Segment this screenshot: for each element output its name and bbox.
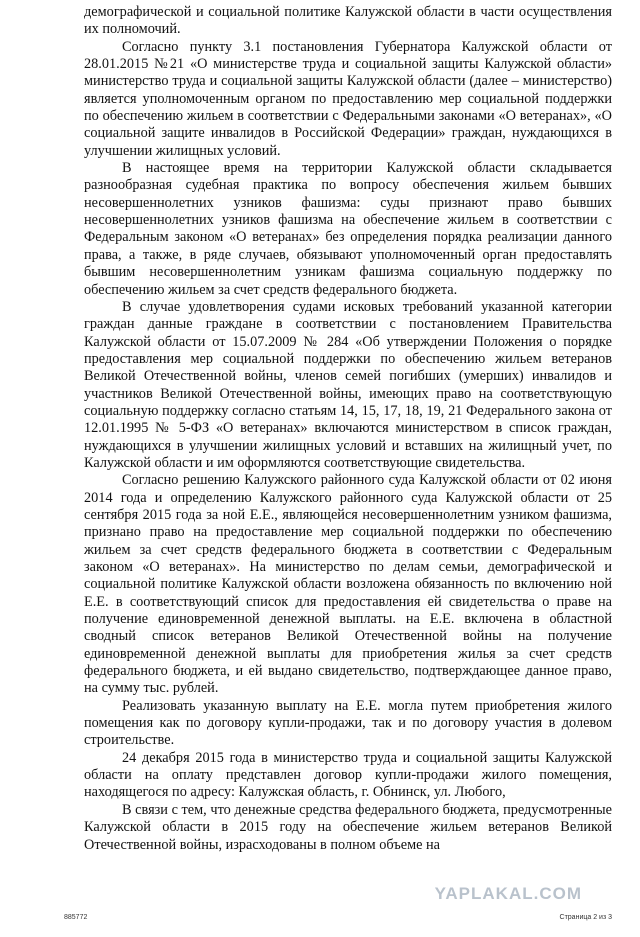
paragraph-7: 24 декабря 2015 года в министерство труда и социальной защиты Калужской области на оплату представлен договор купли-продажи жилого помещения, находящегося по адресу: Калужская область, г. Обнинск, ул. Любого, (84, 749, 612, 801)
paragraph-3: В настоящее время на территории Калужской области складывается разнообразная судебная практика по вопросу обеспечения жильем бывших несовершеннолетних узников фашизма: суды признают право бывших несовершеннолетних узников фашизма на обеспечение жильем в соответствии с Федеральным законом «О ветеранах» без определения порядка реализации данного права, а также, в ряде случаев, обязывают уполномоченный орган предоставлять бывшим несовершеннолетним узникам фашизма социальную поддержку по обеспечению жильем за счет средств федерального бюджета. (84, 160, 612, 298)
watermark: YAPLAKAL.COM (434, 884, 582, 903)
paragraph-2: Согласно пункту 3.1 постановления Губернатора Калужской области от 28.01.2015 №21 «О министерстве труда и социальной защиты Калужской области» министерство труда и социальной защиты Калужской области (далее – министерство) является уполномоченным органом по предоставлению мер социальной поддержки по обеспечению жильем в соответствии с Федеральными законами «О ветеранах», «О социальной защите инвалидов в Российской Федерации» граждан, нуждающихся в улучшении жилищных условий. (84, 38, 612, 159)
paragraph-8: В связи с тем, что денежные средства федерального бюджета, предусмотренные Калужской области в 2015 году на обеспечение жильем ветеранов Великой Отечественной войны, израсходованы в полном объеме на (84, 801, 612, 853)
page-indicator: Страница 2 из 3 (559, 914, 612, 921)
paragraph-6: Реализовать указанную выплату на Е.Е. могла путем приобретения жилого помещения как по договору купли-продажи, так и по договору участия в долевом строительстве. (84, 697, 612, 749)
paragraph-4: В случае удовлетворения судами исковых требований указанной категории граждан данные граждане в соответствии с постановлением Правительства Калужской области от 15.07.2009 № 284 «Об утверждении Положения о порядке предоставления мер социальной поддержки по обеспечению жильем ветеранов Великой Отечественной войны, членов семей погибших (умерших) инвалидов и участников Великой Отечественной войны, имеющих право на соответствующую социальную поддержку согласно статьям 14, 15, 17, 18, 19, 21 Федерального закона от 12.01.1995 № 5-ФЗ «О ветеранах» включаются министерством в список граждан, нуждающихся в улучшении жилищных условий и вставших на жилищный учет, по Калужской области и им оформляются соответствующие свидетельства. (84, 298, 612, 471)
paragraph-5: Согласно решению Калужского районного суда Калужской области от 02 июня 2014 года и определению Калужского районного суда Калужской области от 25 сентября 2015 года за ной Е.Е., являющейся несовершеннолетним узником фашизма, признано право на предоставление мер социальной поддержки по обеспечению жильем за счет средств федерального бюджета в соответствии с Федеральным законом «О ветеранах». На министерство по делам семьи, демографической и социальной политике Калужской области возложена обязанность по включению ной Е.Е. в соответствующий список для предоставления ей свидетельства о праве на получение единовременной денежной выплаты. на Е.Е. включена в областной сводный список ветеранов Великой Отечественной войны на получение единовременной денежной выплаты для приобретения жилья за счет средств федерального бюджета, и ей выдано свидетельство, подтверждающее данное право, на сумму тыс. рублей. (84, 472, 612, 697)
doc-number: 885772 (64, 914, 88, 921)
paragraph-1: демографической и социальной политике Калужской области в части осуществления их полномочий. (84, 4, 612, 38)
document-page (84, 4, 612, 854)
